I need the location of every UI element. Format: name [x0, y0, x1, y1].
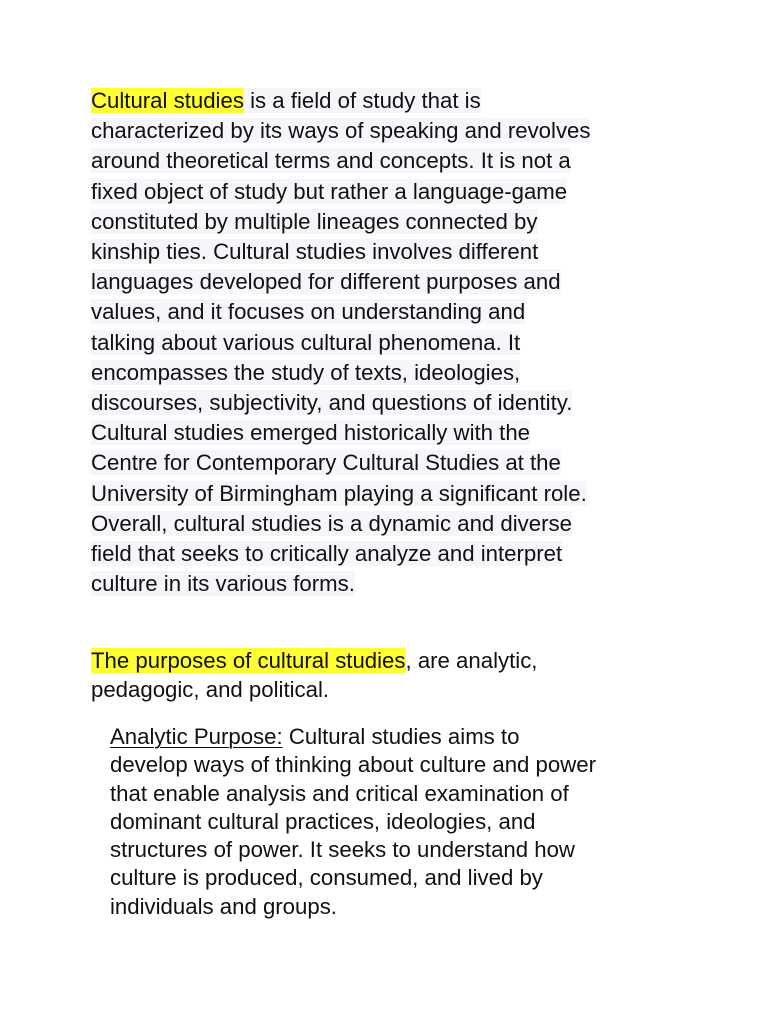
line-text: around theoretical terms and concepts. It is not a	[91, 148, 571, 174]
line-text: individuals and groups.	[110, 893, 337, 919]
line-text: pedagogic, and political.	[91, 676, 330, 702]
text-line	[91, 676, 691, 705]
line-text: characterized by its ways of speaking and revolves	[91, 118, 591, 144]
highlighted-term: The purposes of cultural studies	[91, 648, 406, 673]
text-line	[110, 751, 710, 779]
line-text: values, and it focuses on understanding and	[91, 299, 526, 325]
line-text: Centre for Contemporary Cultural Studies at the	[91, 450, 561, 476]
text-line	[110, 893, 710, 921]
line-text: develop ways of thinking about culture and power	[110, 752, 596, 778]
text-line	[91, 388, 691, 418]
text-line	[91, 448, 691, 478]
text-line	[91, 358, 691, 388]
line-text: languages developed for different purposes and	[91, 269, 561, 295]
text-line	[91, 297, 691, 327]
line-text: University of Birmingham playing a significant role.	[91, 480, 587, 506]
line-text: encompasses the study of texts, ideologies,	[91, 359, 521, 385]
text-line	[110, 780, 710, 808]
line-text: talking about various cultural phenomena. It	[91, 329, 521, 355]
text-line	[91, 116, 691, 146]
text-line	[91, 146, 691, 176]
text-line	[91, 328, 691, 358]
text-line	[91, 569, 691, 599]
text-line	[110, 864, 710, 892]
line-text: field that seeks to critically analyze and interpret	[91, 541, 563, 567]
line-text: Cultural studies emerged historically with the	[91, 420, 531, 446]
paragraph-purposes	[91, 647, 691, 704]
text-line	[91, 267, 691, 297]
text-line	[91, 509, 691, 539]
paragraph-cultural-studies-definition	[91, 86, 691, 599]
line-text: dominant cultural practices, ideologies, and	[110, 808, 536, 834]
text-line	[91, 207, 691, 237]
text-line	[110, 836, 710, 864]
line-text: culture is produced, consumed, and lived by	[110, 865, 543, 891]
text-line	[91, 86, 691, 116]
text-line	[110, 808, 710, 836]
paragraph-analytic-purpose	[110, 723, 710, 921]
line-text: Overall, cultural studies is a dynamic and diverse	[91, 510, 572, 536]
line-text: is a field of study that is	[243, 88, 481, 113]
text-line	[91, 479, 691, 509]
line-text: constituted by multiple lineages connected by	[91, 208, 538, 234]
line-text: Cultural studies aims to	[282, 724, 520, 749]
text-line	[110, 723, 710, 751]
highlighted-term: Cultural studies	[91, 88, 244, 113]
analytic-purpose-heading: Analytic Purpose:	[110, 724, 283, 749]
line-text: kinship ties. Cultural studies involves different	[91, 239, 539, 265]
line-text: , are analytic,	[405, 648, 538, 673]
text-line	[91, 539, 691, 569]
line-text: that enable analysis and critical examination of	[110, 780, 569, 806]
line-text: structures of power. It seeks to understand how	[110, 837, 575, 863]
text-line	[91, 647, 691, 676]
text-line	[91, 177, 691, 207]
text-line	[91, 418, 691, 448]
text-line	[91, 237, 691, 267]
line-text: discourses, subjectivity, and questions of identity.	[91, 390, 573, 416]
line-text: culture in its various forms.	[91, 571, 355, 597]
line-text: fixed object of study but rather a language-game	[91, 178, 568, 204]
